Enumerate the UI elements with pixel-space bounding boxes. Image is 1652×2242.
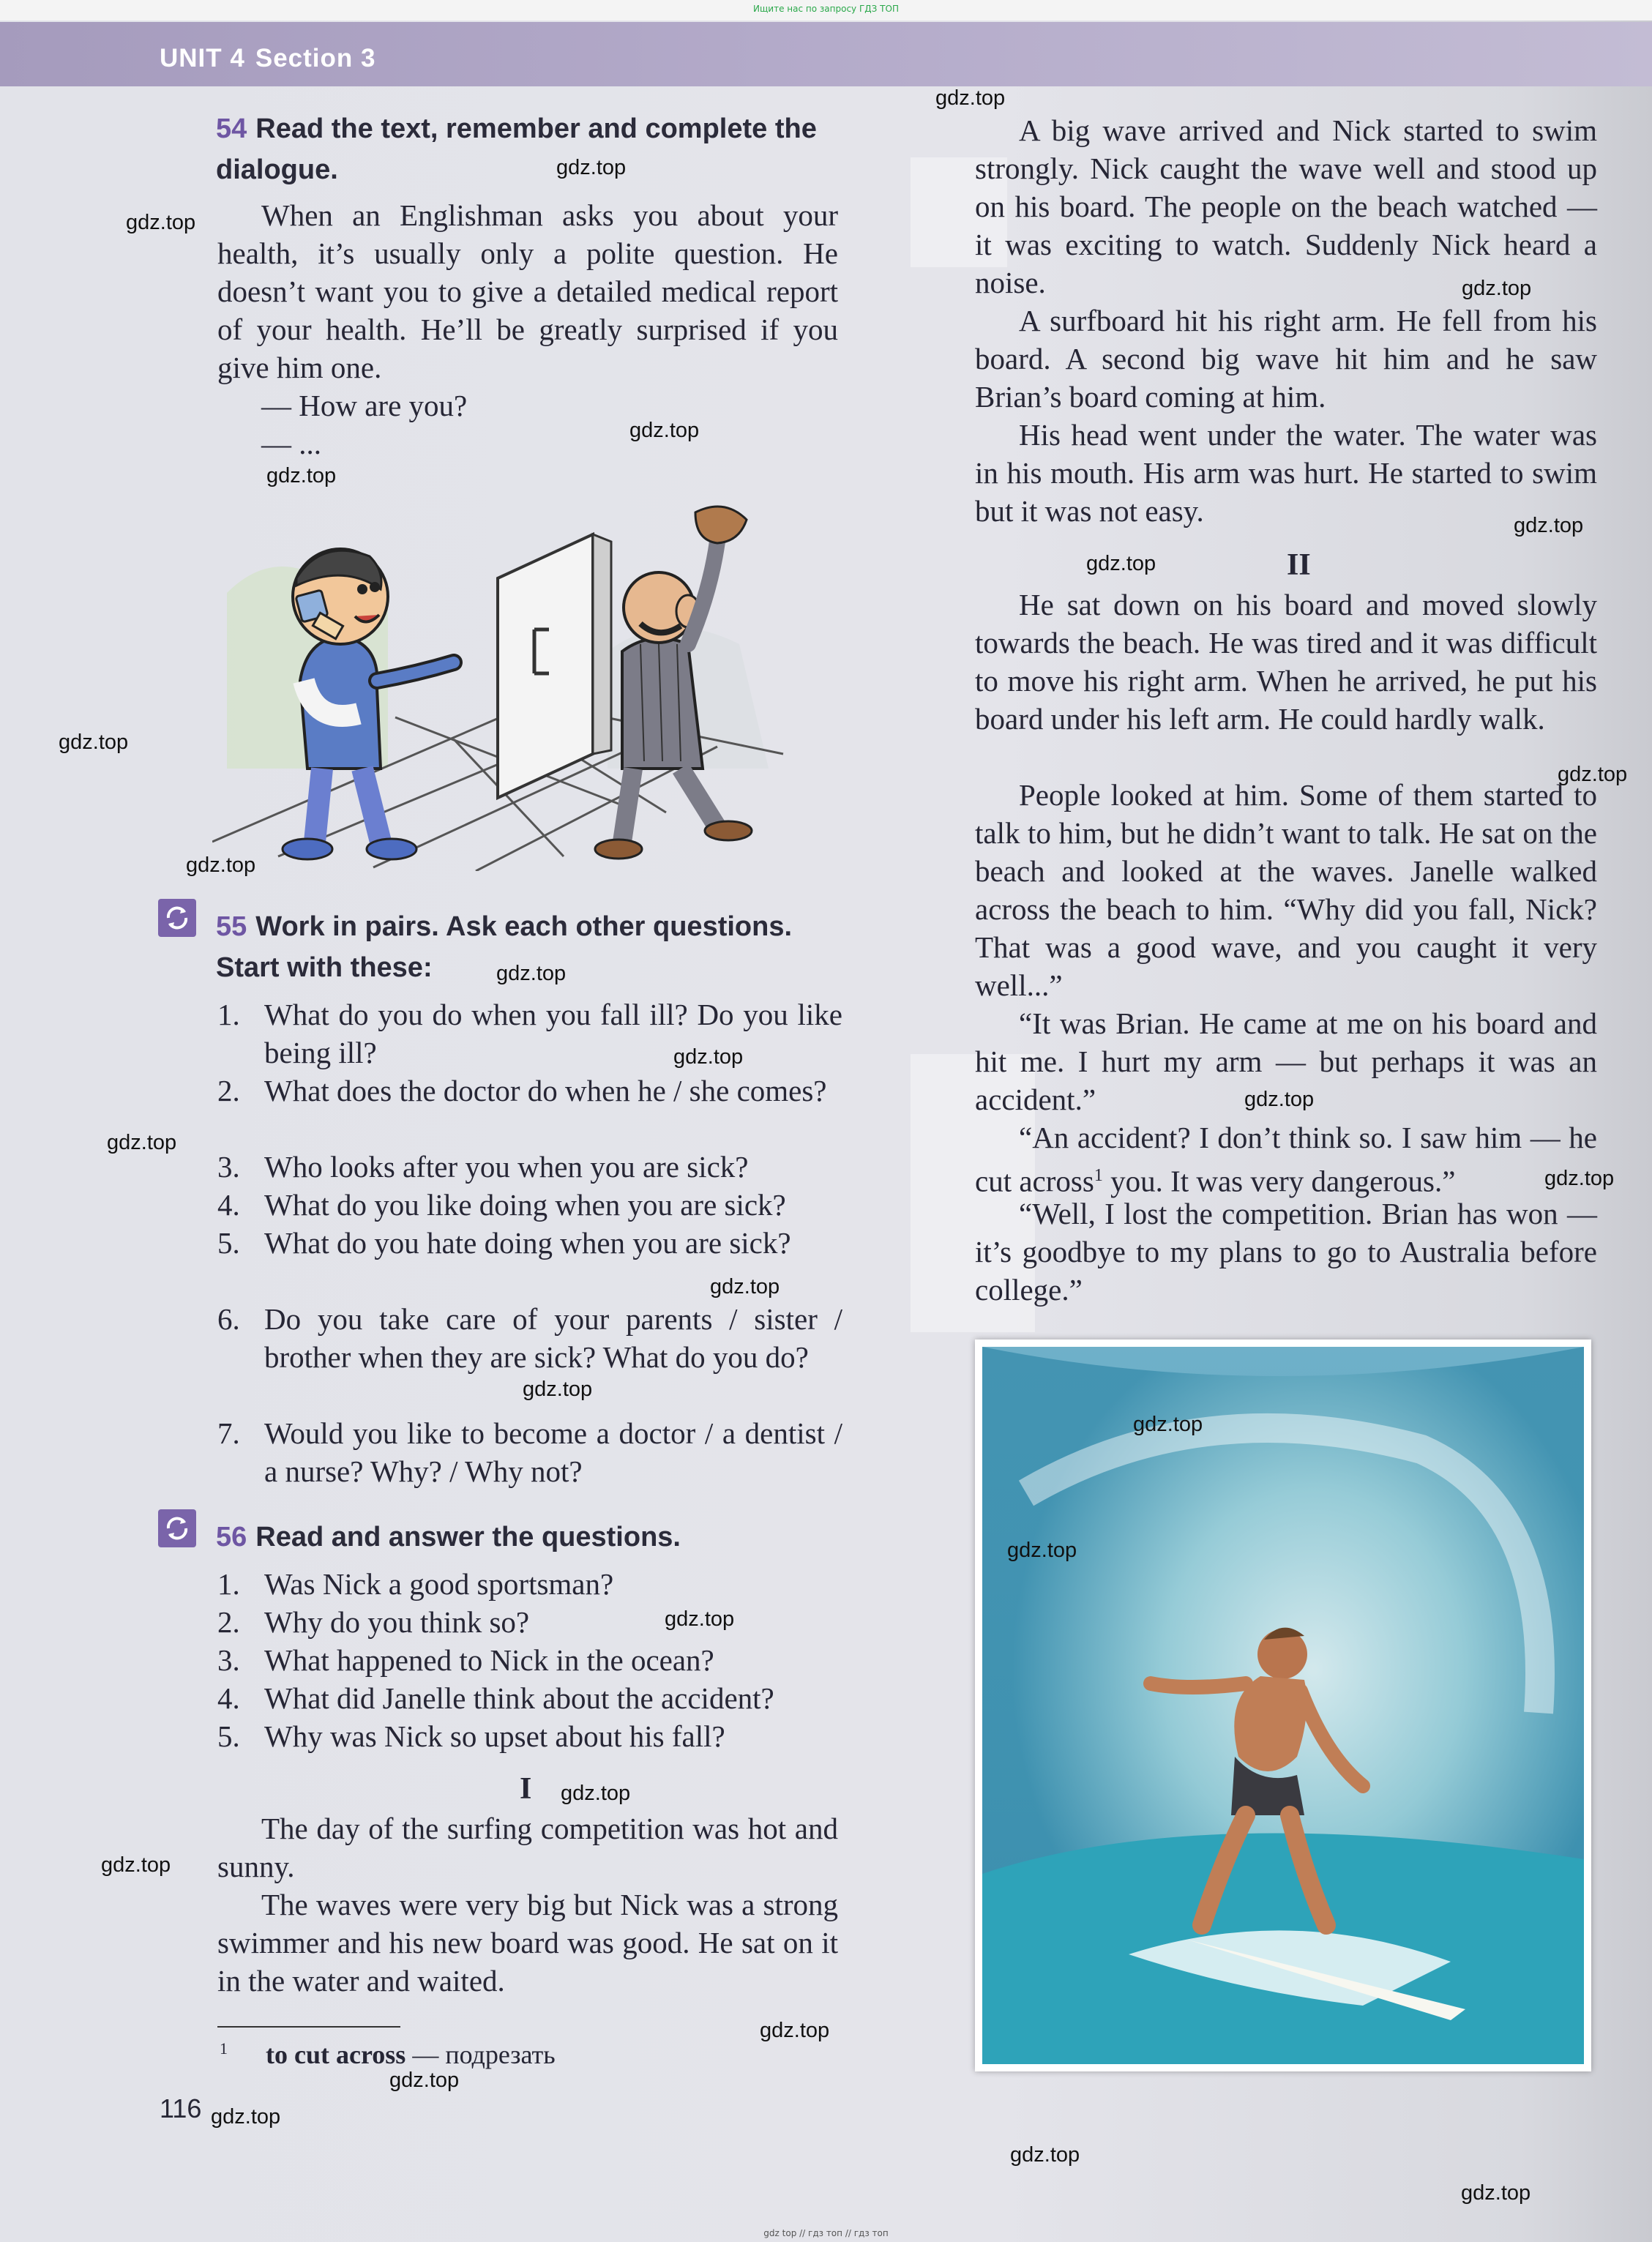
question-text: Would you like to become a doctor / a dentist / a nurse? Why? / Why not? [264,1416,842,1488]
ex55-question-1 [217,995,842,1072]
watermark: gdz.top [1544,1167,1615,1190]
surfer-photo [975,1339,1591,2071]
story-paragraph-10: “Well, I lost the competition. Brian has won — it’s goodbye to my plans to go to Australia before college.” [975,1197,1597,1307]
paragraph-text: “An accident? I don’t think so. I saw him — he cut across [975,1121,1597,1198]
story-part-1-heading: I [520,1772,532,1806]
paragraph-text: you. It was very dangerous.” [1102,1164,1456,1198]
exercise-instruction: Work in pairs. Ask each other questions. Start with these: [216,911,793,983]
bottom-notice: gdz top // гдз топ // гдз топ [763,2228,889,2238]
pair-work-icon [158,899,196,937]
doctor-visit-illustration [212,461,812,871]
footnote-divider [217,2026,400,2028]
story-paragraph-2: The waves were very big but Nick was a strong swimmer and his new board was good. He sat on it in the water and waited. [217,1888,838,1998]
watermark: gdz.top [523,1378,593,1401]
watermark: gdz.top [186,853,256,877]
watermark: gdz.top [1461,2181,1531,2205]
ex56-question-3 [217,1641,842,1679]
page-number: 116 [160,2093,202,2123]
watermark: gdz.top [126,211,196,234]
section-label: Section 3 [255,44,376,72]
story-paragraph-8: “It was Brian. He came at me on his board and hit me. I hurt my arm — but perhaps it was an accident.” [975,1006,1597,1116]
watermark: gdz.top [1514,514,1584,537]
watermark: gdz.top [561,1782,631,1805]
watermark: gdz.top [760,2019,830,2042]
story-paragraph-9 [975,1118,1597,1200]
watermark: gdz.top [1244,1088,1315,1111]
exercise-number: 56 [216,1522,247,1552]
dialogue-line-1: — How are you? [261,389,468,422]
question-text: Why do you think so? [264,1605,530,1639]
question-number: 1. [217,998,240,1031]
watermark: gdz.top [1086,552,1156,575]
ex56-question-2 [217,1603,842,1641]
watermark: gdz.top [710,1275,780,1299]
unit-label: UNIT 4 [160,44,245,72]
watermark: gdz.top [1007,1539,1077,1562]
top-notice[interactable]: Ищите нас по запросу ГДЗ ТОП [753,4,899,14]
question-number: 4. [217,1188,240,1222]
footnote-mark: 1 [220,2039,228,2058]
watermark: gdz.top [935,86,1006,110]
dialogue-line-2: — ... [261,427,321,460]
question-text: What happened to Nick in the ocean? [264,1643,714,1677]
watermark: gdz.top [556,156,627,179]
question-number: 5. [217,1226,240,1260]
question-text: What do you hate doing when you are sick? [264,1226,791,1260]
pair-work-icon [158,1509,196,1547]
question-text: Why was Nick so upset about his fall? [264,1719,725,1753]
question-text: Was Nick a good sportsman? [264,1567,614,1601]
watermark: gdz.top [1462,277,1532,300]
watermark: gdz.top [629,419,700,442]
watermark: gdz.top [211,2105,281,2129]
question-text: What do you do when you fall ill? Do you like being ill? [264,998,842,1069]
watermark: gdz.top [496,962,567,985]
story-part-2-heading: II [1287,548,1311,582]
footnote-reference: 1 [1094,1166,1103,1185]
question-number: 6. [217,1302,240,1336]
question-number: 2. [217,1605,240,1639]
watermark: gdz.top [266,464,337,487]
exercise-54-text: When an Englishman asks you about your health, it’s usually only a polite question. He doesn’t want you to give a detailed medical report of your health. He’ll be greatly surprised if you give him one. [217,198,838,384]
question-text: Who looks after you when you are sick? [264,1150,749,1184]
exercise-number: 54 [216,113,247,144]
story-paragraph-3: A big wave arrived and Nick started to swim strongly. Nick caught the wave well and stood up on his board. The people on the beach watched — it was exciting to watch. Suddenly Nick heard a noise. [975,113,1597,299]
ex55-question-2 [217,1072,842,1110]
ex56-question-4 [217,1679,842,1717]
story-paragraph-6: He sat down on his board and moved slowly towards the beach. He was tired and it was difficult to move his right arm. When he arrived, he put his board under his left arm. He could hardly walk. [975,588,1597,736]
ex55-question-4 [217,1186,842,1224]
watermark: gdz.top [59,730,129,754]
watermark: gdz.top [1010,2143,1080,2167]
ex56-question-5 [217,1717,842,1755]
ex56-question-1 [217,1565,842,1603]
question-number: 4. [217,1681,240,1715]
exercise-number: 55 [216,911,247,942]
question-number: 3. [217,1150,240,1184]
story-paragraph-5: His head went under the water. The water was in his mouth. His arm was hurt. He started to swim but it was not easy. [975,418,1597,528]
exercise-54-title [216,108,853,190]
ex55-question-3 [217,1148,842,1186]
footnote-term: to cut across [266,2040,406,2069]
question-number: 3. [217,1643,240,1677]
story-paragraph-1: The day of the surfing competition was hot and sunny. [217,1812,838,1883]
question-number: 7. [217,1416,240,1450]
story-paragraph-7: People looked at him. Some of them started to talk to him, but he didn’t want to talk. He sat on the beach and looked at the waves. Janelle walked across the beach to him. “Why did you fall, Nick? That was a good wave, and you caught it very well...” [975,778,1597,1002]
watermark: gdz.top [673,1045,744,1069]
story-paragraph-4: A surfboard hit his right arm. He fell from his board. A second big wave hit him and he saw Brian’s board coming at him. [975,304,1597,414]
watermark: gdz.top [389,2069,460,2092]
exercise-instruction: Read the text, remember and complete the dialogue. [216,113,817,185]
watermark: gdz.top [1558,763,1628,786]
watermark: gdz.top [665,1607,735,1631]
question-text: Do you take care of your parents / sister / brother when they are sick? What do you do? [264,1302,842,1374]
footnote [220,2039,556,2070]
footnote-translation: — подрезать [405,2040,556,2069]
watermark: gdz.top [1133,1413,1203,1436]
question-number: 1. [217,1567,240,1601]
question-text: What does the doctor do when he / she comes? [264,1074,827,1107]
question-text: What did Janelle think about the accident? [264,1681,774,1715]
unit-header [160,44,375,73]
watermark: gdz.top [101,1853,171,1877]
exercise-instruction: Read and answer the questions. [255,1522,681,1552]
exercise-56-title [216,1517,845,1558]
question-text: What do you like doing when you are sick? [264,1188,786,1222]
ex55-question-6 [217,1300,842,1376]
ex55-question-7 [217,1414,842,1490]
watermark: gdz.top [107,1131,177,1154]
question-number: 5. [217,1719,240,1753]
ex55-question-5 [217,1224,842,1262]
question-number: 2. [217,1074,240,1107]
